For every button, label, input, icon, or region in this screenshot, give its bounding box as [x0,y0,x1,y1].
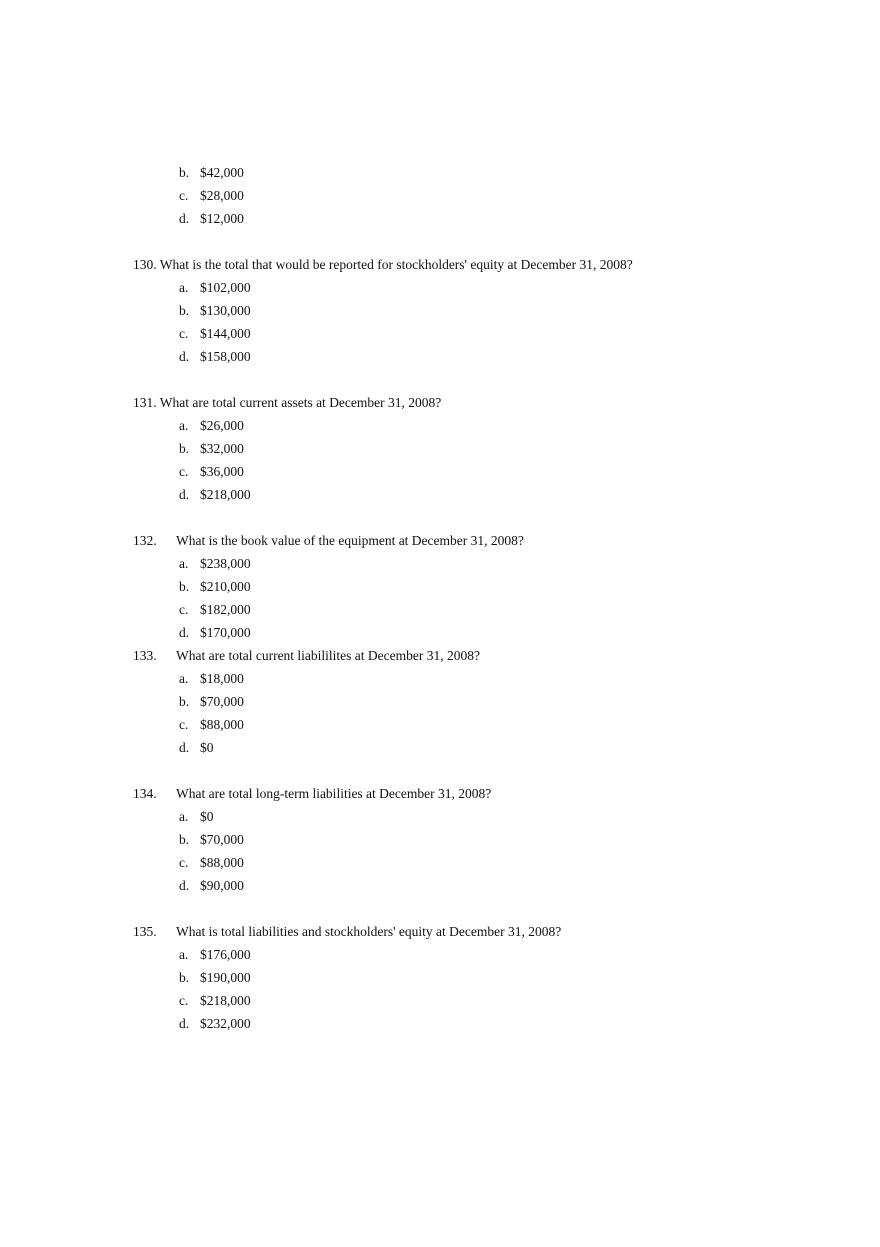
option-letter: c. [179,326,189,341]
option-value: $70,000 [200,694,244,709]
question-number: 134. [133,786,157,801]
option-letter: b. [179,165,190,180]
option-value: $102,000 [200,280,251,295]
option-value: $32,000 [200,441,244,456]
question-text: What is the book value of the equipment at December 31, 2008? [176,533,524,548]
option-letter: c. [179,855,189,870]
option-value: $12,000 [200,211,244,226]
option-value: $70,000 [200,832,244,847]
option-letter: b. [179,970,190,985]
option-letter: d. [179,349,190,364]
question-text: What is total liabilities and stockholders' equity at December 31, 2008? [176,924,562,939]
question-text: What are total current assets at December 31, 2008? [159,395,442,410]
option-letter: b. [179,441,190,456]
question-130 [133,257,633,273]
option-value: $170,000 [200,625,251,640]
option-value: $182,000 [200,602,251,617]
question-number: 132. [133,533,157,548]
option-letter: d. [179,487,190,502]
question-number: 130. [133,257,157,272]
option-value: $130,000 [200,303,251,318]
option-value: $90,000 [200,878,244,893]
option-value: $0 [200,809,214,824]
option-value: $0 [200,740,214,755]
option-value: $88,000 [200,717,244,732]
option-value: $176,000 [200,947,251,962]
option-letter: c. [179,188,189,203]
option-letter: a. [179,671,189,686]
option-letter: c. [179,717,189,732]
option-value: $210,000 [200,579,251,594]
option-value: $42,000 [200,165,244,180]
option-value: $36,000 [200,464,244,479]
question-number: 135. [133,924,157,939]
option-letter: d. [179,740,190,755]
option-letter: b. [179,303,190,318]
question-number: 133. [133,648,157,663]
option-letter: a. [179,280,189,295]
option-letter: b. [179,832,190,847]
option-letter: d. [179,1016,190,1031]
question-text: What are total current liabililites at December 31, 2008? [176,648,481,663]
option-letter: d. [179,625,190,640]
option-letter: a. [179,556,189,571]
option-letter: c. [179,993,189,1008]
option-letter: b. [179,694,190,709]
option-value: $218,000 [200,993,251,1008]
option-value: $144,000 [200,326,251,341]
question-131 [133,395,441,411]
option-letter: a. [179,947,189,962]
option-letter: d. [179,211,190,226]
option-value: $26,000 [200,418,244,433]
option-letter: a. [179,418,189,433]
option-value: $218,000 [200,487,251,502]
option-value: $18,000 [200,671,244,686]
option-letter: c. [179,464,189,479]
option-value: $88,000 [200,855,244,870]
option-value: $232,000 [200,1016,251,1031]
option-letter: d. [179,878,190,893]
option-value: $158,000 [200,349,251,364]
option-value: $238,000 [200,556,251,571]
option-letter: a. [179,809,189,824]
option-letter: c. [179,602,189,617]
question-text: What is the total that would be reported for stockholders' equity at December 31, 2008? [159,257,633,272]
option-value: $28,000 [200,188,244,203]
question-number: 131. [133,395,157,410]
question-text: What are total long-term liabilities at December 31, 2008? [176,786,492,801]
option-value: $190,000 [200,970,251,985]
option-letter: b. [179,579,190,594]
